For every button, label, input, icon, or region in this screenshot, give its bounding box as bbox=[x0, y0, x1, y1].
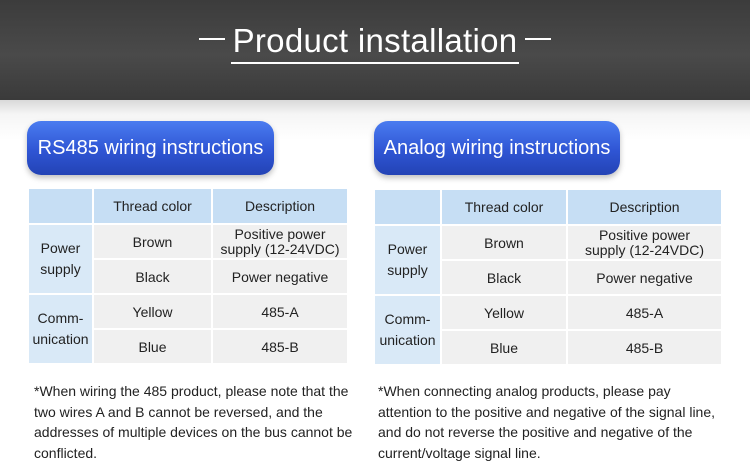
description-cell: Power negative bbox=[213, 260, 347, 293]
title-right-dash bbox=[525, 38, 551, 40]
description-cell: Positive power supply (12-24VDC) bbox=[568, 226, 721, 259]
description-cell: 485-B bbox=[213, 330, 347, 363]
thread-color-cell: Blue bbox=[442, 331, 566, 364]
group-communication: Comm- unication bbox=[29, 295, 92, 363]
header-description: Description bbox=[568, 190, 721, 224]
header-thread-color: Thread color bbox=[442, 190, 566, 224]
rs485-wiring-table bbox=[27, 187, 349, 365]
thread-color-cell: Black bbox=[442, 261, 566, 294]
header-blank bbox=[29, 189, 92, 223]
thread-color-cell: Yellow bbox=[442, 296, 566, 329]
group-power-supply: Power supply bbox=[375, 226, 440, 294]
table-row bbox=[375, 226, 721, 259]
thread-color-cell: Brown bbox=[94, 225, 211, 258]
table-row bbox=[29, 295, 347, 328]
page-title: Product installation bbox=[231, 22, 520, 64]
rs485-note: *When wiring the 485 product, please note that the two wires A and B cannot be reversed, and the addresses of multiple devices on the bus cannot be conflicted. bbox=[34, 383, 353, 461]
group-power-supply: Power supply bbox=[29, 225, 92, 293]
page-header bbox=[0, 0, 750, 100]
header-thread-color: Thread color bbox=[94, 189, 211, 223]
thread-color-cell: Black bbox=[94, 260, 211, 293]
group-communication: Comm- unication bbox=[375, 296, 440, 364]
table-row bbox=[375, 296, 721, 329]
table-row bbox=[29, 225, 347, 258]
thread-color-cell: Brown bbox=[442, 226, 566, 259]
thread-color-cell: Blue bbox=[94, 330, 211, 363]
header-description: Description bbox=[213, 189, 347, 223]
description-cell: Power negative bbox=[568, 261, 721, 294]
thread-color-cell: Yellow bbox=[94, 295, 211, 328]
table-header-row bbox=[29, 189, 347, 223]
header-blank bbox=[375, 190, 440, 224]
table-header-row bbox=[375, 190, 721, 224]
rs485-heading: RS485 wiring instructions bbox=[27, 121, 274, 175]
analog-note: *When connecting analog products, please pay attention to the positive and negative of the signal line, and do not reverse the positive and negative of the current/voltage signal line. bbox=[378, 383, 716, 461]
description-cell: 485-A bbox=[568, 296, 721, 329]
description-cell: 485-A bbox=[213, 295, 347, 328]
analog-wiring-table bbox=[373, 188, 723, 366]
description-cell: 485-B bbox=[568, 331, 721, 364]
description-cell: Positive power supply (12-24VDC) bbox=[213, 225, 347, 258]
title-left-dash bbox=[199, 38, 225, 40]
page-title-row bbox=[0, 22, 750, 60]
analog-heading: Analog wiring instructions bbox=[374, 121, 620, 175]
